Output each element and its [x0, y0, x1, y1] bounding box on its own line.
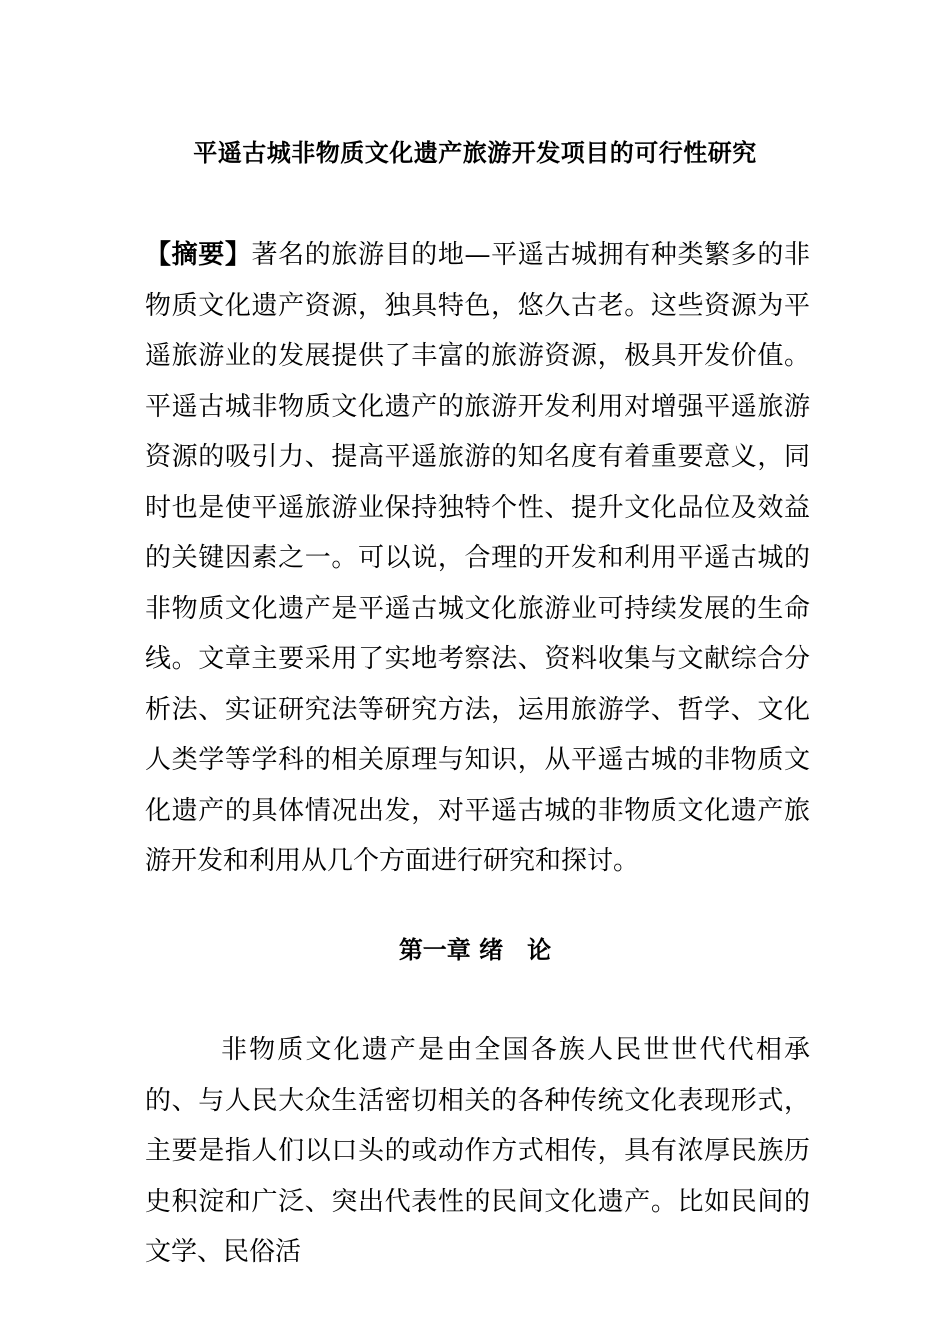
- abstract-paragraph: [145, 230, 810, 887]
- chapter-heading: 第一章 绪 论: [398, 935, 552, 964]
- abstract-label: 【摘要】: [145, 240, 252, 270]
- chapter-paragraph: 非物质文化遗产是由全国各族人民世世代代相承的、与人民大众生活密切相关的各种传统文化表现形式，主要是指人们以口头的或动作方式相传，具有浓厚民族历史积淀和广泛、突出代表性的民间文化遗产。比如民间的文学、民俗活: [145, 1035, 810, 1267]
- document-title: 平遥古城非物质文化遗产旅游开发项目的可行性研究: [193, 138, 757, 167]
- abstract-text: 著名的旅游目的地—平遥古城拥有种类繁多的非物质文化遗产资源，独具特色，悠久古老。这些资源为平遥旅游业的发展提供了丰富的旅游资源，极具开发价值。平遥古城非物质文化遗产的旅游开发利用对增强平遥旅游资源的吸引力、提高平遥旅游的知名度有着重要意义，同时也是使平遥旅游业保持独特个性、提升文化品位及效益的关键因素之一。可以说，合理的开发和利用平遥古城的非物质文化遗产是平遥古城文化旅游业可持续发展的生命线。文章主要采用了实地考察法、资料收集与文献综合分析法、实证研究法等研究方法，运用旅游学、哲学、文化人类学等学科的相关原理与知识，从平遥古城的非物质文化遗产的具体情况出发，对平遥古城的非物质文化遗产旅游开发和利用从几个方面进行研究和探讨。: [145, 240, 810, 876]
